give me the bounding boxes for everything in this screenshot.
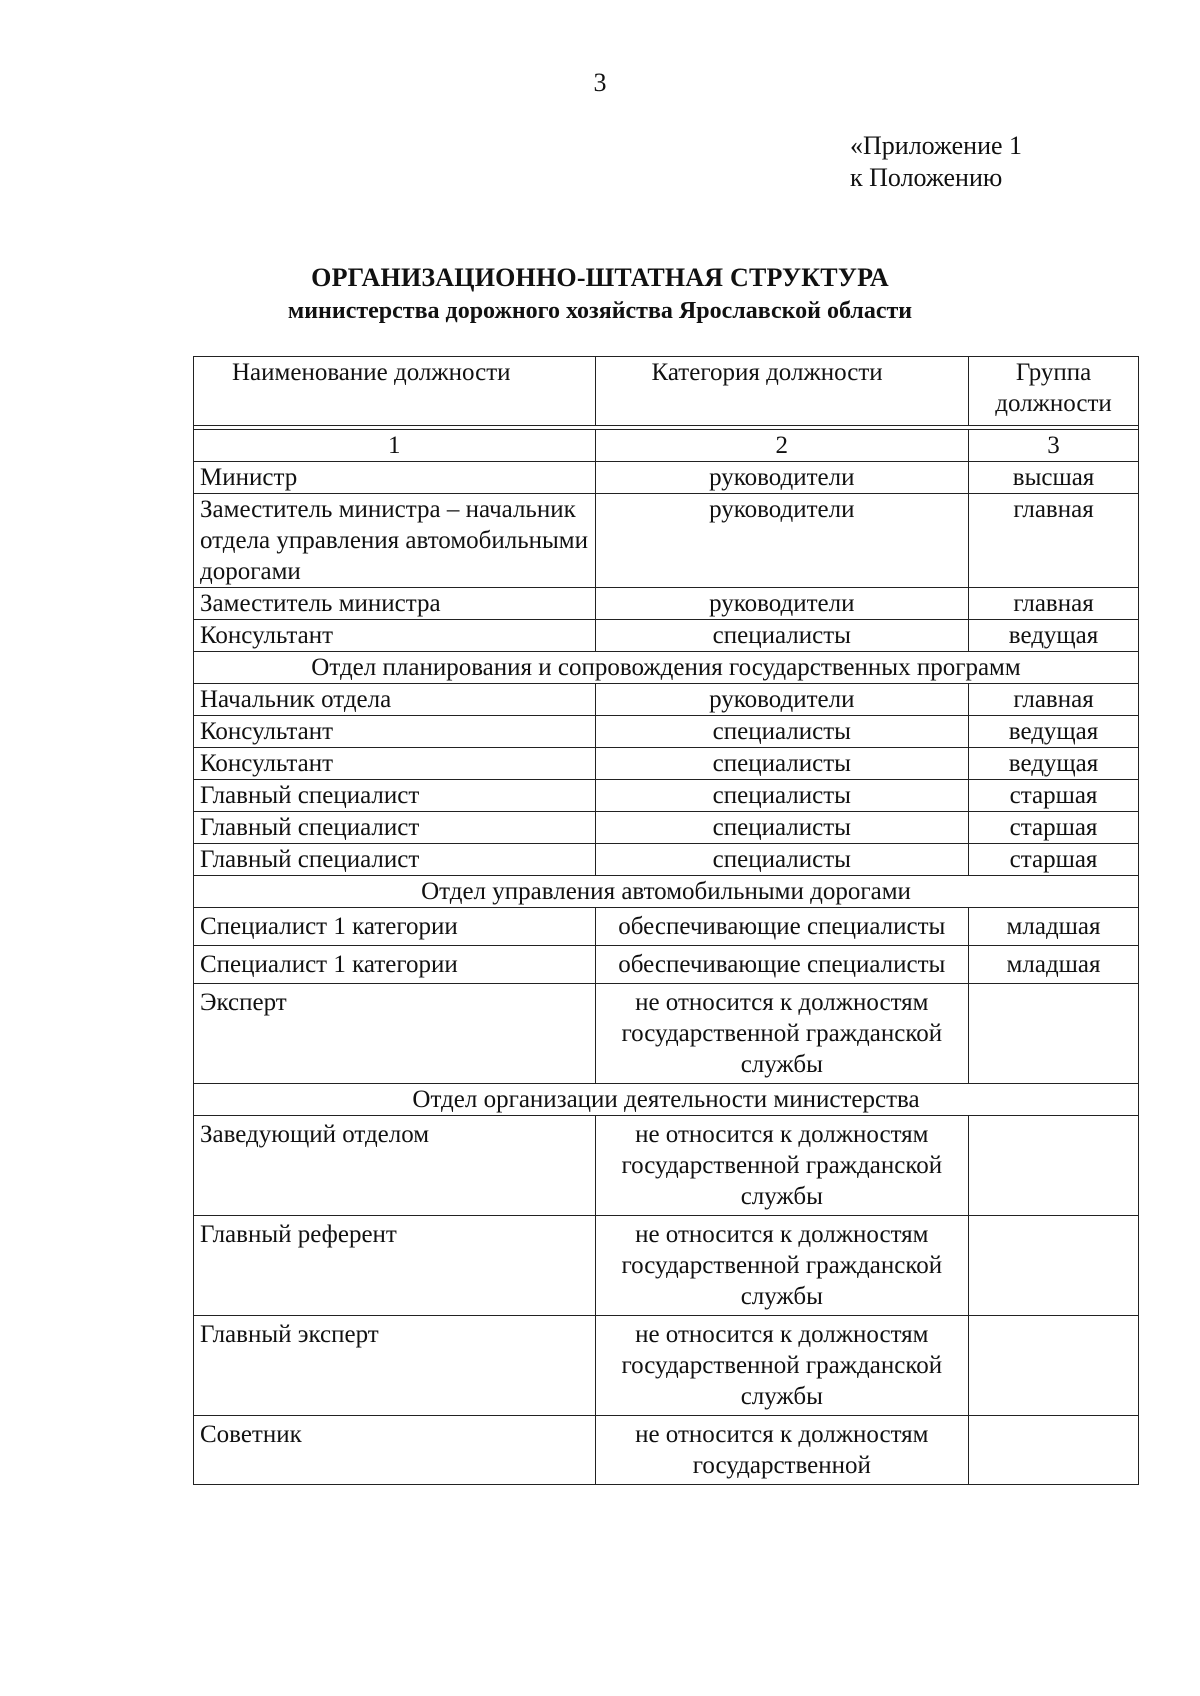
column-number-2: 2 xyxy=(595,430,969,462)
section-header-row xyxy=(194,876,1139,908)
header-position-group: Группа должности xyxy=(969,357,1139,426)
position-category-cell: руководители xyxy=(595,494,969,588)
table-row xyxy=(194,462,1139,494)
position-group-cell: главная xyxy=(969,494,1139,588)
position-category-cell: руководители xyxy=(595,588,969,620)
table-row xyxy=(194,716,1139,748)
position-category-cell: обеспечивающие специалисты xyxy=(595,908,969,946)
position-group-cell xyxy=(969,984,1139,1084)
position-name-cell: Заведующий отделом xyxy=(194,1116,596,1216)
position-name-cell: Главный специалист xyxy=(194,812,596,844)
position-group-cell: старшая xyxy=(969,780,1139,812)
position-name-cell: Главный специалист xyxy=(194,844,596,876)
position-name-cell: Начальник отдела xyxy=(194,684,596,716)
section-header-row xyxy=(194,652,1139,684)
position-group-cell xyxy=(969,1216,1139,1316)
table-row xyxy=(194,812,1139,844)
position-category-cell: специалисты xyxy=(595,812,969,844)
section-title: Отдел управления автомобильными дорогами xyxy=(194,876,1139,908)
position-category-cell: руководители xyxy=(595,462,969,494)
section-header-row xyxy=(194,1084,1139,1116)
position-name-cell: Специалист 1 категории xyxy=(194,908,596,946)
table-row xyxy=(194,844,1139,876)
position-name-cell: Главный референт xyxy=(194,1216,596,1316)
position-name-cell: Заместитель министра xyxy=(194,588,596,620)
position-name-cell: Специалист 1 категории xyxy=(194,946,596,984)
table-row xyxy=(194,588,1139,620)
position-group-cell: высшая xyxy=(969,462,1139,494)
document-title: ОРГАНИЗАЦИОННО-ШТАТНАЯ СТРУКТУРА xyxy=(311,263,889,292)
position-category-cell: не относится к должностям государственной гражданской службы xyxy=(595,1316,969,1416)
position-category-cell: специалисты xyxy=(595,844,969,876)
position-name-cell: Главный специалист xyxy=(194,780,596,812)
position-name-cell: Главный эксперт xyxy=(194,1316,596,1416)
position-category-cell: руководители xyxy=(595,684,969,716)
position-name-cell: Консультант xyxy=(194,716,596,748)
table-row xyxy=(194,984,1139,1084)
position-category-cell: не относится к должностям государственной гражданской службы xyxy=(595,1116,969,1216)
table-row xyxy=(194,620,1139,652)
table-row xyxy=(194,1116,1139,1216)
table-row xyxy=(194,748,1139,780)
table-row xyxy=(194,1316,1139,1416)
table-header-row xyxy=(194,357,1139,426)
position-group-cell xyxy=(969,1316,1139,1416)
position-group-cell: главная xyxy=(969,588,1139,620)
position-name-cell: Советник xyxy=(194,1416,596,1485)
position-name-cell: Консультант xyxy=(194,748,596,780)
table-row xyxy=(194,494,1139,588)
position-group-cell: младшая xyxy=(969,946,1139,984)
column-number-3: 3 xyxy=(969,430,1139,462)
section-title: Отдел организации деятельности министерства xyxy=(194,1084,1139,1116)
position-group-cell: ведущая xyxy=(969,716,1139,748)
section-title: Отдел планирования и сопровождения государственных программ xyxy=(194,652,1139,684)
position-name-cell: Заместитель министра – начальник отдела управления автомобильными дорогами xyxy=(194,494,596,588)
position-name-cell: Министр xyxy=(194,462,596,494)
position-category-cell: специалисты xyxy=(595,748,969,780)
position-category-cell: обеспечивающие специалисты xyxy=(595,946,969,984)
appendix-note xyxy=(850,130,1022,194)
position-group-cell: старшая xyxy=(969,844,1139,876)
table-row xyxy=(194,780,1139,812)
position-group-cell xyxy=(969,1116,1139,1216)
column-number-row xyxy=(194,430,1139,462)
position-category-cell: не относится к должностям государственной гражданской службы xyxy=(595,984,969,1084)
position-group-cell: младшая xyxy=(969,908,1139,946)
position-category-cell: специалисты xyxy=(595,780,969,812)
table-row xyxy=(194,946,1139,984)
header-position-category: Категория должности xyxy=(595,357,969,426)
header-position-name: Наименование должности xyxy=(194,357,596,426)
position-group-cell: ведущая xyxy=(969,748,1139,780)
table-row xyxy=(194,684,1139,716)
appendix-line-2: к Положению xyxy=(850,163,1003,192)
table-row xyxy=(194,1416,1139,1485)
position-category-cell: не относится к должностям государственной xyxy=(595,1416,969,1485)
position-group-cell: ведущая xyxy=(969,620,1139,652)
document-subtitle: министерства дорожного хозяйства Ярославской области xyxy=(287,298,913,324)
position-name-cell: Консультант xyxy=(194,620,596,652)
position-category-cell: специалисты xyxy=(595,620,969,652)
position-category-cell: не относится к должностям государственной гражданской службы xyxy=(595,1216,969,1316)
position-name-cell: Эксперт xyxy=(194,984,596,1084)
position-group-cell: старшая xyxy=(969,812,1139,844)
table-body xyxy=(194,462,1139,1485)
table-row xyxy=(194,908,1139,946)
position-group-cell: главная xyxy=(969,684,1139,716)
staff-structure-table xyxy=(193,356,1139,1485)
column-number-1: 1 xyxy=(194,430,596,462)
appendix-line-1: «Приложение 1 xyxy=(850,131,1023,160)
table-row xyxy=(194,1216,1139,1316)
page-number: 3 xyxy=(593,68,607,97)
position-category-cell: специалисты xyxy=(595,716,969,748)
position-group-cell xyxy=(969,1416,1139,1485)
